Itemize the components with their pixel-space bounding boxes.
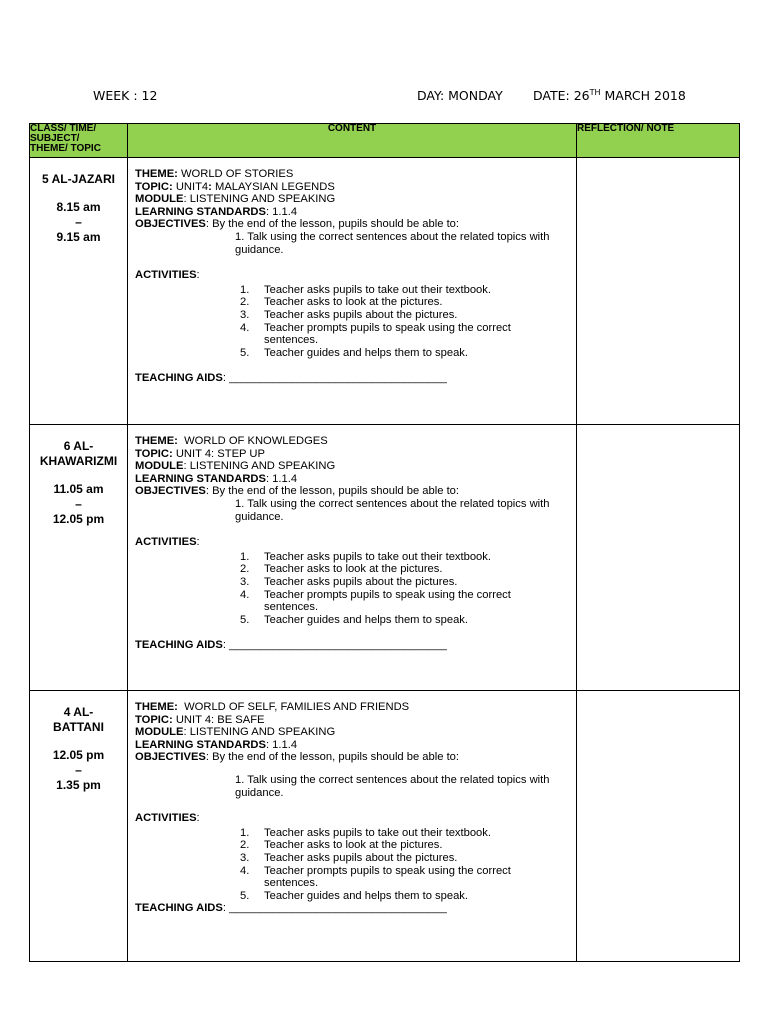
list-item: 3. Teacher asks pupils about the pictures. [240, 575, 458, 588]
list-item: 4. Teacher prompts pupils to speak using the correct sentences. [240, 588, 511, 614]
teaching-aids-line: TEACHING AIDS: ___________________________________ [135, 372, 447, 385]
standards-line: LEARNING STANDARDS: 1.1.4 [135, 472, 298, 485]
table-row [30, 158, 740, 425]
table-header-row [30, 124, 740, 158]
table-row [30, 425, 740, 691]
list-item: 3. Teacher asks pupils about the pictures. [240, 308, 458, 321]
time-end: 12.05 pm [52, 512, 105, 526]
list-item: 3. Teacher asks pupils about the pictures. [240, 851, 458, 864]
class-name-line-2: BATTANI [53, 720, 104, 734]
class-name-line-1: 6 AL- [63, 439, 94, 453]
day-label: DAY: MONDAY [417, 88, 503, 103]
topic-line: TOPIC: UNIT 4: BE SAFE [135, 713, 265, 726]
module-line: MODULE: LISTENING AND SPEAKING [135, 726, 336, 739]
module-line: MODULE: LISTENING AND SPEAKING [135, 193, 336, 206]
list-item: 5. Teacher guides and helps them to speak. [240, 889, 468, 902]
list-item: 5. Teacher guides and helps them to speak. [240, 346, 468, 359]
date-suffix: MARCH 2018 [600, 88, 686, 103]
date-superscript: TH [589, 88, 601, 97]
theme-line: THEME: WORLD OF SELF, FAMILIES AND FRIENDS [135, 701, 410, 713]
content-cell [128, 691, 577, 962]
date-label [533, 88, 686, 103]
objective-item-cont: guidance. [235, 243, 284, 256]
header-content: CONTENT [128, 124, 577, 158]
date-prefix: DATE: 26 [533, 88, 590, 103]
list-item: 1. Teacher asks pupils to take out their textbook. [240, 550, 491, 563]
time-end: 1.35 pm [56, 778, 101, 792]
time-dash: – [75, 497, 82, 511]
header-class-line-2: SUBJECT/ [30, 133, 80, 144]
time-end: 9.15 am [56, 230, 101, 244]
list-item: 2. Teacher asks to look at the pictures. [240, 296, 443, 309]
objective-item: 1. Talk using the correct sentences about the related topics with [235, 773, 550, 786]
class-name: 5 AL-JAZARI [42, 172, 115, 186]
objective-item-cont: guidance. [235, 786, 284, 799]
activities-label: ACTIVITIES: [135, 269, 200, 282]
header-class-time [30, 124, 128, 158]
time-start: 11.05 am [53, 482, 104, 496]
objectives-line: OBJECTIVES: By the end of the lesson, pupils should be able to: [135, 218, 460, 231]
content-cell [128, 158, 577, 425]
header-class-line-1: CLASS/ TIME/ [30, 123, 97, 134]
lesson-plan-table [29, 123, 740, 962]
activities-list [135, 284, 576, 360]
list-item: 1. Teacher asks pupils to take out their textbook. [240, 283, 491, 296]
objective-item: 1. Talk using the correct sentences about the related topics with [235, 230, 550, 243]
reflection-cell[interactable] [577, 425, 740, 691]
objectives-line: OBJECTIVES: By the end of the lesson, pupils should be able to: [135, 751, 460, 764]
teaching-aids-line: TEACHING AIDS: ___________________________________ [135, 902, 447, 915]
list-item: 2. Teacher asks to look at the pictures. [240, 563, 443, 576]
class-name-line-1: 4 AL- [63, 705, 94, 719]
reflection-cell[interactable] [577, 158, 740, 425]
activities-label: ACTIVITIES: [135, 536, 200, 549]
list-item: 4. Teacher prompts pupils to speak using the correct sentences. [240, 864, 511, 890]
objective-item-cont: guidance. [235, 510, 284, 523]
activities-list [135, 551, 576, 627]
objective-item: 1. Talk using the correct sentences about the related topics with [235, 497, 550, 510]
table-row [30, 691, 740, 962]
topic-line: TOPIC: UNIT 4: STEP UP [135, 447, 265, 460]
time-dash: – [75, 763, 82, 777]
theme-line: THEME: WORLD OF KNOWLEDGES [135, 435, 328, 447]
reflection-cell[interactable] [577, 691, 740, 962]
list-item: 2. Teacher asks to look at the pictures. [240, 839, 443, 852]
activities-label: ACTIVITIES: [135, 812, 200, 825]
theme-line: THEME: WORLD OF STORIES [135, 168, 294, 180]
standards-line: LEARNING STANDARDS: 1.1.4 [135, 205, 298, 218]
class-cell [30, 691, 128, 962]
content-cell [128, 425, 577, 691]
class-cell [30, 158, 128, 425]
topic-line: TOPIC: UNIT4: MALAYSIAN LEGENDS [135, 180, 335, 193]
module-line: MODULE: LISTENING AND SPEAKING [135, 460, 336, 473]
list-item: 4. Teacher prompts pupils to speak using the correct sentences. [240, 321, 511, 347]
header-class-line-3: THEME/ TOPIC [30, 143, 101, 154]
activities-list [135, 827, 576, 903]
standards-line: LEARNING STANDARDS: 1.1.4 [135, 738, 298, 751]
week-label: WEEK : 12 [93, 88, 158, 103]
time-start: 12.05 pm [52, 748, 105, 762]
header-reflection: REFLECTION/ NOTE [577, 124, 740, 158]
class-cell [30, 425, 128, 691]
teaching-aids-line: TEACHING AIDS: ___________________________________ [135, 639, 447, 652]
list-item: 5. Teacher guides and helps them to speak. [240, 613, 468, 626]
class-name-line-2: KHAWARIZMI [39, 454, 118, 468]
time-start: 8.15 am [56, 200, 101, 214]
objectives-line: OBJECTIVES: By the end of the lesson, pupils should be able to: [135, 485, 460, 498]
time-dash: – [75, 215, 82, 229]
list-item: 1. Teacher asks pupils to take out their textbook. [240, 826, 491, 839]
